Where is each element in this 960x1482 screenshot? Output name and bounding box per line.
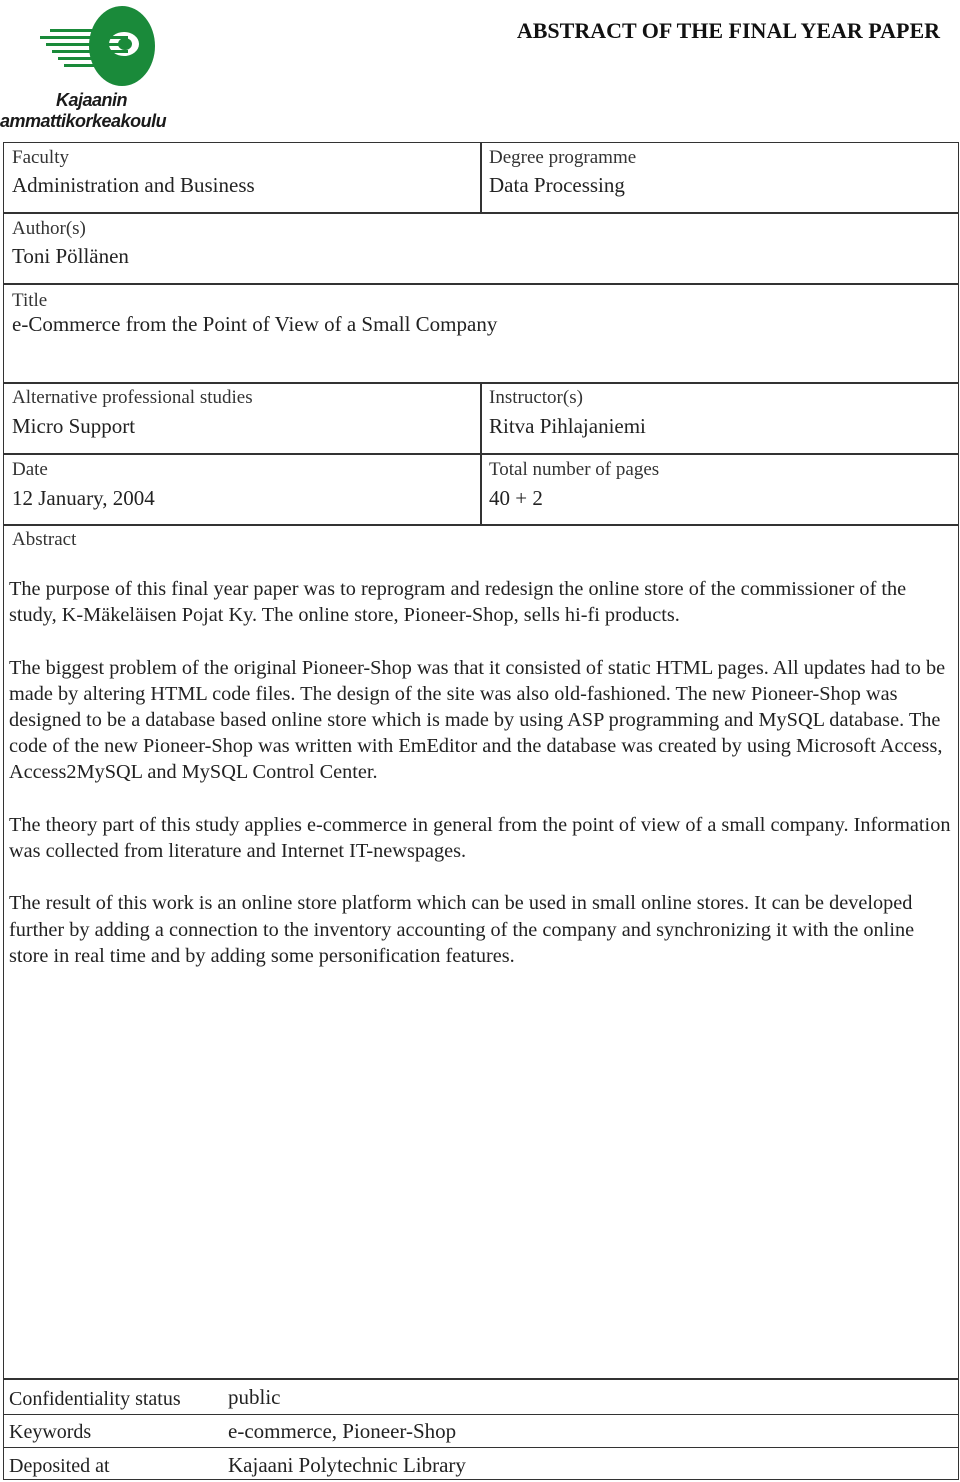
keywords-label: Keywords: [9, 1421, 92, 1443]
author-cell: [3, 212, 959, 285]
instructor-value: Ritva Pihlajaniemi: [489, 414, 646, 438]
author-value: Toni Pöllänen: [12, 244, 129, 268]
faculty-label: Faculty: [12, 147, 69, 168]
degree-value: Data Processing: [489, 173, 625, 197]
faculty-cell: [3, 142, 482, 214]
logo-emblem-icon: [36, 2, 160, 92]
confidentiality-label: Confidentiality status: [9, 1388, 181, 1410]
studies-value: Micro Support: [12, 414, 136, 438]
instructor-cell: [480, 382, 959, 455]
document-title: ABSTRACT OF THE FINAL YEAR PAPER: [516, 18, 940, 43]
abstract-paragraph: The biggest problem of the original Pioneer-Shop was that it consisted of static HTML pages. All updates had to be made by altering HTML code files. The design of the site was also old-fashioned. The new Pioneer-Shop was designed to be a database based online store which is made by using ASP programming and MySQL database. The code of the new Pioneer-Shop was written with EmEditor and the database was created by using Microsoft Access, Access2MySQL and MySQL Control Center.: [9, 656, 946, 784]
keywords-value: e-commerce, Pioneer-Shop: [228, 1419, 457, 1443]
abstract-label: Abstract: [12, 529, 77, 550]
abstract-paragraph: The result of this work is an online store platform which can be used in small online stores. It can be developed further by adding a connection to the inventory accounting of the company and synchronizing it with the online store in real time and by adding some personification features.: [9, 892, 915, 967]
logo-line-1: Kajaanin: [56, 90, 128, 110]
date-value: 12 January, 2004: [12, 486, 155, 510]
abstract-body: [9, 576, 953, 995]
title-value: e-Commerce from the Point of View of a Small Company: [12, 312, 498, 336]
instructor-label: Instructor(s): [489, 387, 583, 408]
author-label: Author(s): [12, 218, 86, 239]
abstract-paragraph: The purpose of this final year paper was to reprogram and redesign the online store of the commissioner of the study, K-Mäkeläisen Pojat Ky. The online store, Pioneer-Shop, sells hi-fi products.: [9, 578, 907, 627]
date-cell: [3, 453, 482, 526]
abstract-paragraph: The theory part of this study applies e-commerce in general from the point of view of a small company. Information was collected from literature and Internet IT-newspages.: [9, 813, 951, 862]
title-cell: [3, 283, 959, 384]
pages-value: 40 + 2: [489, 486, 543, 510]
footer-row-divider: [3, 1414, 959, 1448]
university-logo: [0, 0, 200, 135]
date-label: Date: [12, 459, 48, 480]
pages-label: Total number of pages: [489, 459, 660, 480]
deposited-value: Kajaani Polytechnic Library: [228, 1453, 466, 1477]
degree-cell: [480, 142, 959, 214]
pages-cell: [480, 453, 959, 526]
studies-cell: [3, 382, 482, 455]
deposited-label: Deposited at: [9, 1455, 110, 1477]
confidentiality-value: public: [228, 1385, 281, 1409]
faculty-value: Administration and Business: [12, 173, 255, 197]
logo-line-2: ammattikorkeakoulu: [0, 111, 167, 131]
studies-label: Alternative professional studies: [12, 387, 253, 408]
title-label: Title: [12, 290, 48, 311]
degree-label: Degree programme: [489, 147, 637, 168]
